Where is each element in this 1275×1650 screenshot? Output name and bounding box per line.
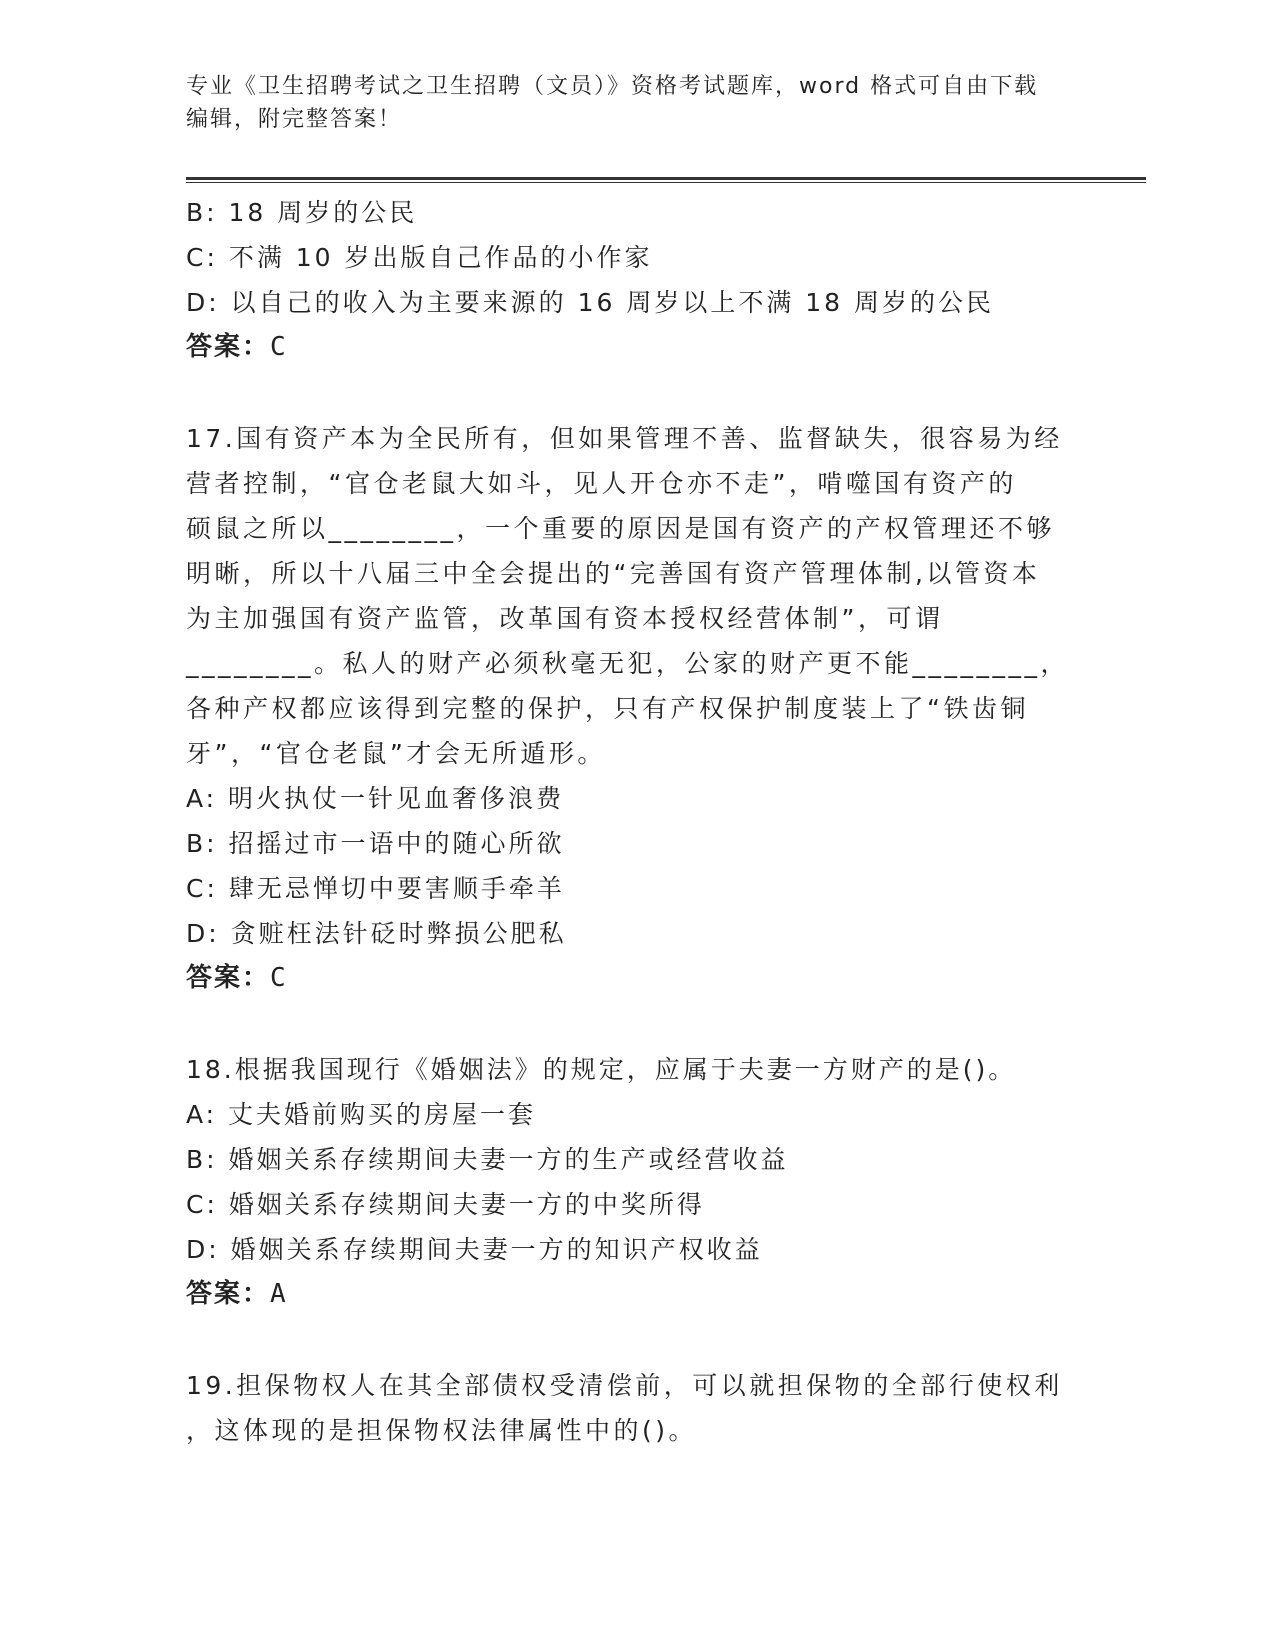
option-a: A: 丈夫婚前购买的房屋一套 <box>186 1100 537 1129</box>
option-b: B: 18 周岁的公民 <box>186 198 418 227</box>
option-b: B: 婚姻关系存续期间夫妻一方的生产或经营收益 <box>186 1145 789 1174</box>
option-a: A: 明火执仗一针见血奢侈浪费 <box>186 784 565 813</box>
document-header <box>186 70 1086 136</box>
stem-line: 19.担保物权人在其全部债权受清偿前，可以就担保物的全部行使权利 <box>186 1371 1063 1400</box>
stem-line: ，这体现的是担保物权法律属性中的()。 <box>186 1416 698 1445</box>
answer-value: C <box>270 963 288 993</box>
option-c: C: 婚姻关系存续期间夫妻一方的中奖所得 <box>186 1190 705 1219</box>
answer <box>186 325 1086 370</box>
option-d: D: 贪赃枉法针砭时弊损公肥私 <box>186 919 567 948</box>
answer-label: 答案： <box>186 963 271 993</box>
answer <box>186 1272 1086 1317</box>
stem-line: ________。私人的财产必须秋毫无犯，公家的财产更不能________， <box>186 649 1070 678</box>
option-c: C: 不满 10 岁出版自己作品的小作家 <box>186 243 653 272</box>
stem-line: 营者控制，“官仓老鼠大如斗，见人开仓亦不走”，啃噬国有资产的 <box>186 469 1017 498</box>
header-divider-thick <box>186 177 1146 180</box>
answer-label: 答案： <box>186 1279 271 1309</box>
stem-line: 牙”，“官仓老鼠”才会无所遁形。 <box>186 739 606 768</box>
stem-line: 为主加强国有资产监管，改革国有资本授权经营体制”，可谓 <box>186 604 944 633</box>
question-stem <box>186 1363 1086 1453</box>
answer-value: A <box>270 1279 288 1309</box>
option-b: B: 招摇过市一语中的随心所欲 <box>186 829 565 858</box>
stem-line: 硕鼠之所以________，一个重要的原因是国有资产的产权管理还不够 <box>186 514 1056 543</box>
option-d: D: 以自己的收入为主要来源的 16 周岁以上不满 18 周岁的公民 <box>186 288 995 317</box>
header-divider-thin <box>186 182 1146 183</box>
question-stem <box>186 416 1086 776</box>
answer-value: C <box>270 332 288 362</box>
question-17 <box>186 416 1086 1001</box>
question-list <box>186 190 1086 1453</box>
question-16 <box>186 190 1086 370</box>
question-18 <box>186 1047 1086 1317</box>
option-d: D: 婚姻关系存续期间夫妻一方的知识产权收益 <box>186 1235 763 1264</box>
question-19 <box>186 1363 1086 1453</box>
header-line-2: 编辑，附完整答案！ <box>186 107 403 132</box>
stem-line: 17.国有资产本为全民所有，但如果管理不善、监督缺失，很容易为经 <box>186 424 1063 453</box>
header-line-1: 专业《卫生招聘考试之卫生招聘（文员）》资格考试题库，word 格式可自由下载 <box>186 74 1039 99</box>
answer-label: 答案： <box>186 332 271 362</box>
option-c: C: 肆无忌惮切中要害顺手牵羊 <box>186 874 565 903</box>
answer <box>186 956 1086 1001</box>
question-stem: 18.根据我国现行《婚姻法》的规定，应属于夫妻一方财产的是()。 <box>186 1055 1017 1084</box>
stem-line: 明晰，所以十八届三中全会提出的“完善国有资产管理体制,以管资本 <box>186 559 1041 588</box>
stem-line: 各种产权都应该得到完整的保护，只有产权保护制度装上了“铁齿铜 <box>186 694 1029 723</box>
